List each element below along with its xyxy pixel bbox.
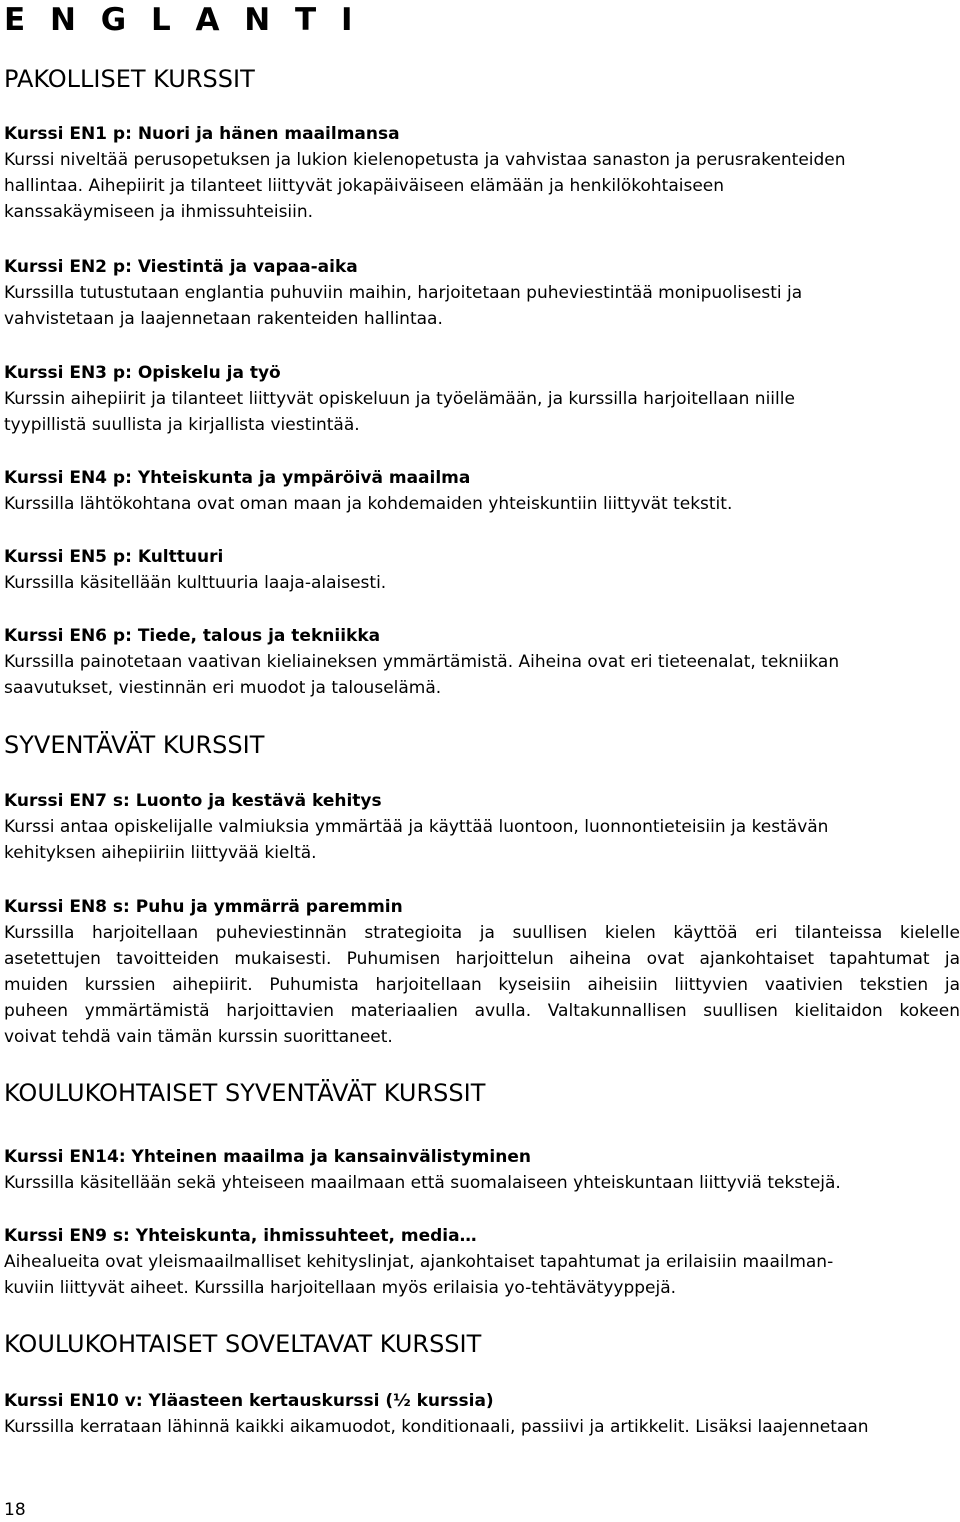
- course-en14: [4, 1144, 960, 1196]
- course-title: Kurssi EN10 v: Yläasteen kertauskurssi (½ kurssia): [4, 1391, 494, 1411]
- section-heading-pakolliset: PAKOLLISET KURSSIT: [4, 65, 255, 93]
- course-en8: [4, 894, 960, 1050]
- course-title: Kurssi EN2 p: Viestintä ja vapaa-aika: [4, 257, 358, 277]
- text-line: Kurssilla käsitellään kulttuuria laaja-alaisesti.: [4, 573, 387, 593]
- course-description: [4, 920, 960, 1050]
- section-heading-koulukohtaiset-syventavat: KOULUKOHTAISET SYVENTÄVÄT KURSSIT: [4, 1079, 486, 1107]
- course-en2: [4, 254, 960, 332]
- course-title: Kurssi EN7 s: Luonto ja kestävä kehitys: [4, 791, 382, 811]
- course-title: Kurssi EN1 p: Nuori ja hänen maailmansa: [4, 124, 400, 144]
- course-title: Kurssi EN6 p: Tiede, talous ja tekniikka: [4, 626, 381, 646]
- text-line: puheen ymmärtämistä harjoittavien materiaalien avulla. Valtakunnallisen suullisen kielitaidon kokeen: [4, 1001, 960, 1021]
- course-description: [4, 1170, 960, 1196]
- course-title: Kurssi EN14: Yhteinen maailma ja kansainvälistyminen: [4, 1147, 531, 1167]
- course-title: Kurssi EN9 s: Yhteiskunta, ihmissuhteet, media…: [4, 1226, 477, 1246]
- text-line: kuviin liittyvät aiheet. Kurssilla harjoitellaan myös erilaisia yo-tehtävätyyppejä.: [4, 1278, 677, 1298]
- text-line: Kurssilla lähtökohtana ovat oman maan ja kohdemaiden yhteiskuntiin liittyvät tekstit.: [4, 494, 733, 514]
- course-en1: [4, 121, 960, 225]
- course-title: Kurssi EN4 p: Yhteiskunta ja ympäröivä maailma: [4, 468, 471, 488]
- section-heading-koulukohtaiset-soveltavat: KOULUKOHTAISET SOVELTAVAT KURSSIT: [4, 1330, 482, 1358]
- course-description: [4, 386, 960, 438]
- text-line: Kurssilla harjoitellaan puheviestinnän strategioita ja suullisen kielen käyttöä eri tilanteissa kielelle: [4, 923, 960, 943]
- course-en6: [4, 623, 960, 701]
- course-description: [4, 1414, 960, 1440]
- text-line: voivat tehdä vain tämän kurssin suorittaneet.: [4, 1027, 393, 1047]
- course-title: Kurssi EN3 p: Opiskelu ja työ: [4, 363, 281, 383]
- text-line: Kurssi niveltää perusopetuksen ja lukion kielenopetusta ja vahvistaa sanaston ja perusrakenteiden: [4, 150, 846, 170]
- text-line: Kurssilla käsitellään sekä yhteiseen maailmaan että suomalaiseen yhteiskuntaan liittyviä tekstejä.: [4, 1173, 841, 1193]
- page-title: E N G L A N T I: [4, 2, 360, 38]
- text-line: Kurssi antaa opiskelijalle valmiuksia ymmärtää ja käyttää luontoon, luonnontieteisiin ja kestävän: [4, 817, 829, 837]
- text-line: saavutukset, viestinnän eri muodot ja talouselämä.: [4, 678, 442, 698]
- course-description: [4, 280, 960, 332]
- course-en5: [4, 544, 960, 596]
- course-description: [4, 1249, 960, 1301]
- text-line: Kurssilla painotetaan vaativan kieliaineksen ymmärtämistä. Aiheina ovat eri tieteenalat, tekniikan: [4, 652, 840, 672]
- course-description: [4, 147, 960, 225]
- page-number: 18: [4, 1500, 26, 1520]
- course-title: Kurssi EN8 s: Puhu ja ymmärrä paremmin: [4, 897, 403, 917]
- text-line: hallintaa. Aihepiirit ja tilanteet liittyvät jokapäiväiseen elämään ja henkilökohtaiseen: [4, 176, 725, 196]
- text-line: Kurssilla kerrataan lähinnä kaikki aikamuodot, konditionaali, passiivi ja artikkelit. Lisäksi laajennetaan: [4, 1417, 869, 1437]
- text-line: Kurssin aihepiirit ja tilanteet liittyvät opiskeluun ja työelämään, ja kurssilla harjoitellaan niille: [4, 389, 795, 409]
- course-title: Kurssi EN5 p: Kulttuuri: [4, 547, 224, 567]
- text-line: kanssakäymiseen ja ihmissuhteisiin.: [4, 202, 314, 222]
- text-line: asetettujen tavoitteiden mukaisesti. Puhumisen harjoittelun aiheina ovat ajankohtaiset tapahtumat ja: [4, 949, 960, 969]
- text-line: vahvistetaan ja laajennetaan rakenteiden hallintaa.: [4, 309, 443, 329]
- text-line: muiden kurssien aihepiirit. Puhumista harjoitellaan kyseisiin aiheisiin liittyvien vaativien tekstien ja: [4, 975, 960, 995]
- course-en9: [4, 1223, 960, 1301]
- course-description: [4, 649, 960, 701]
- course-description: [4, 570, 960, 596]
- course-en4: [4, 465, 960, 517]
- text-line: tyypillistä suullista ja kirjallista viestintää.: [4, 415, 360, 435]
- course-description: [4, 491, 960, 517]
- text-line: Aihealueita ovat yleismaailmalliset kehityslinjat, ajankohtaiset tapahtumat ja erilaisiin maailman-: [4, 1252, 834, 1272]
- course-en10: [4, 1388, 960, 1440]
- course-description: [4, 814, 960, 866]
- course-en3: [4, 360, 960, 438]
- section-heading-syventavat: SYVENTÄVÄT KURSSIT: [4, 731, 265, 759]
- text-line: kehityksen aihepiiriin liittyvää kieltä.: [4, 843, 317, 863]
- course-en7: [4, 788, 960, 866]
- text-line: Kurssilla tutustutaan englantia puhuviin maihin, harjoitetaan puheviestintää monipuolisesti ja: [4, 283, 803, 303]
